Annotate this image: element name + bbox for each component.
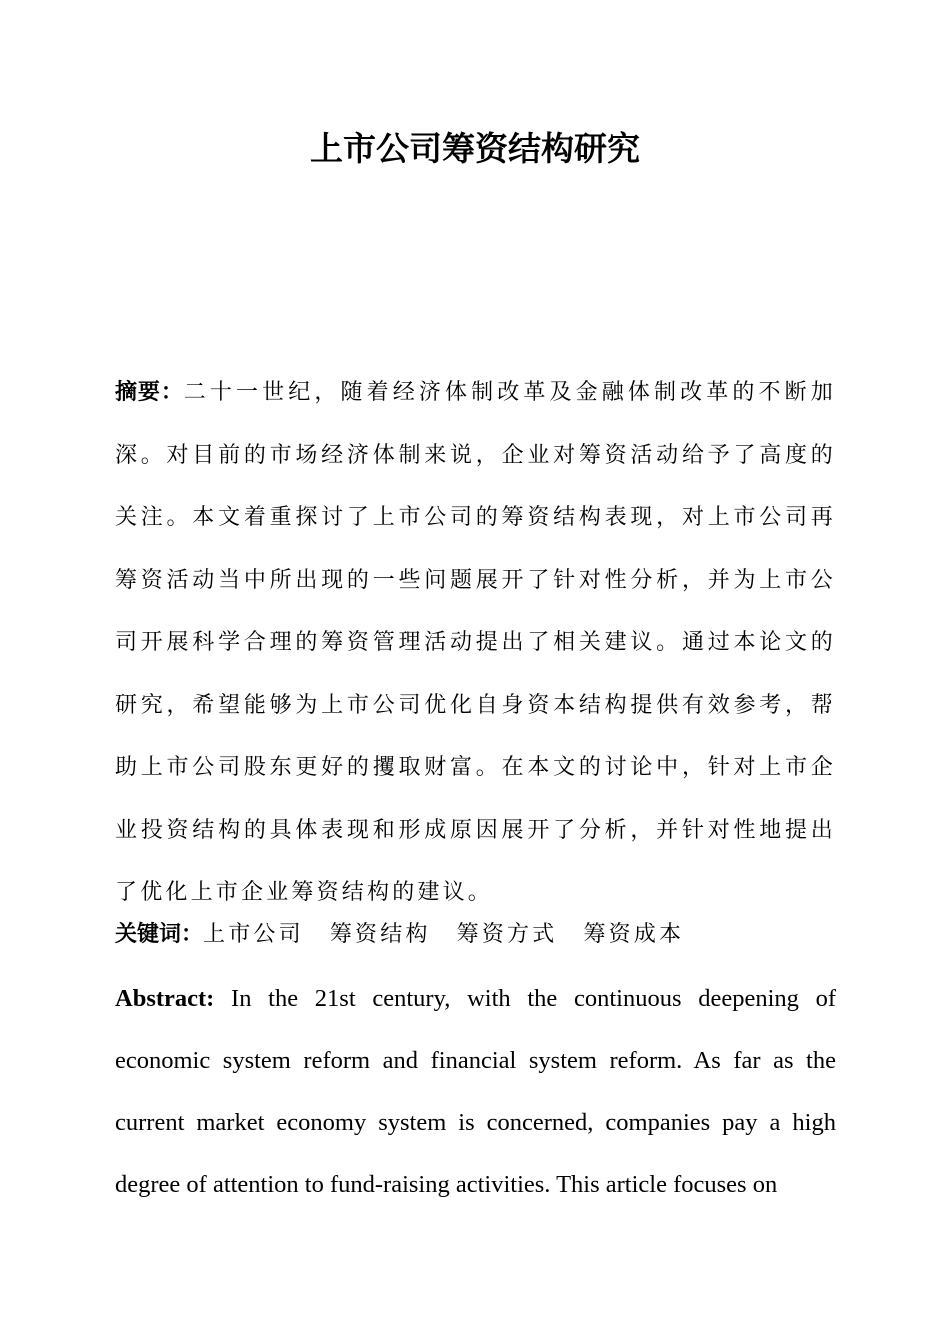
keyword-item: 筹资成本	[583, 922, 685, 947]
abstract-chinese-text: 二十一世纪，随着经济体制改革及金融体制改革的不断加深。对目前的市场经济体制来说，企业对筹资活动给予了高度的关注。本文着重探讨了上市公司的筹资结构表现，对上市公司再筹资活动当中所出现的一些问题展开了针对性分析，并为上市公司开展科学合理的筹资管理活动提出了相关建议。通过本论文的研究，希望能够为上市公司优化自身资本结构提供有效参考，帮助上市公司股东更好的攫取财富。在本文的讨论中，针对上市企业投资结构的具体表现和形成原因展开了分析，并针对性地提出了优化上市企业筹资结构的建议。	[115, 380, 836, 905]
document-title: 上市公司筹资结构研究	[310, 129, 640, 168]
abstract-english-text: In the 21st century, with the continuous deepening of economic system reform and financial system reform. As far as the current market economy system is concerned, companies pay a high degree of attention to fund-raising activities. This article focuses on	[115, 985, 837, 1198]
keyword-item: 筹资结构	[329, 922, 431, 947]
keyword-item: 上市公司	[203, 922, 304, 947]
keyword-item: 筹资方式	[456, 922, 558, 947]
abstract-english-label: Abstract:	[115, 985, 215, 1012]
keywords	[115, 915, 836, 955]
keywords-label: 关键词：	[115, 922, 204, 947]
abstract-chinese-label: 摘要：	[115, 380, 184, 405]
abstract-chinese	[115, 362, 836, 925]
abstract-english	[115, 968, 836, 1216]
